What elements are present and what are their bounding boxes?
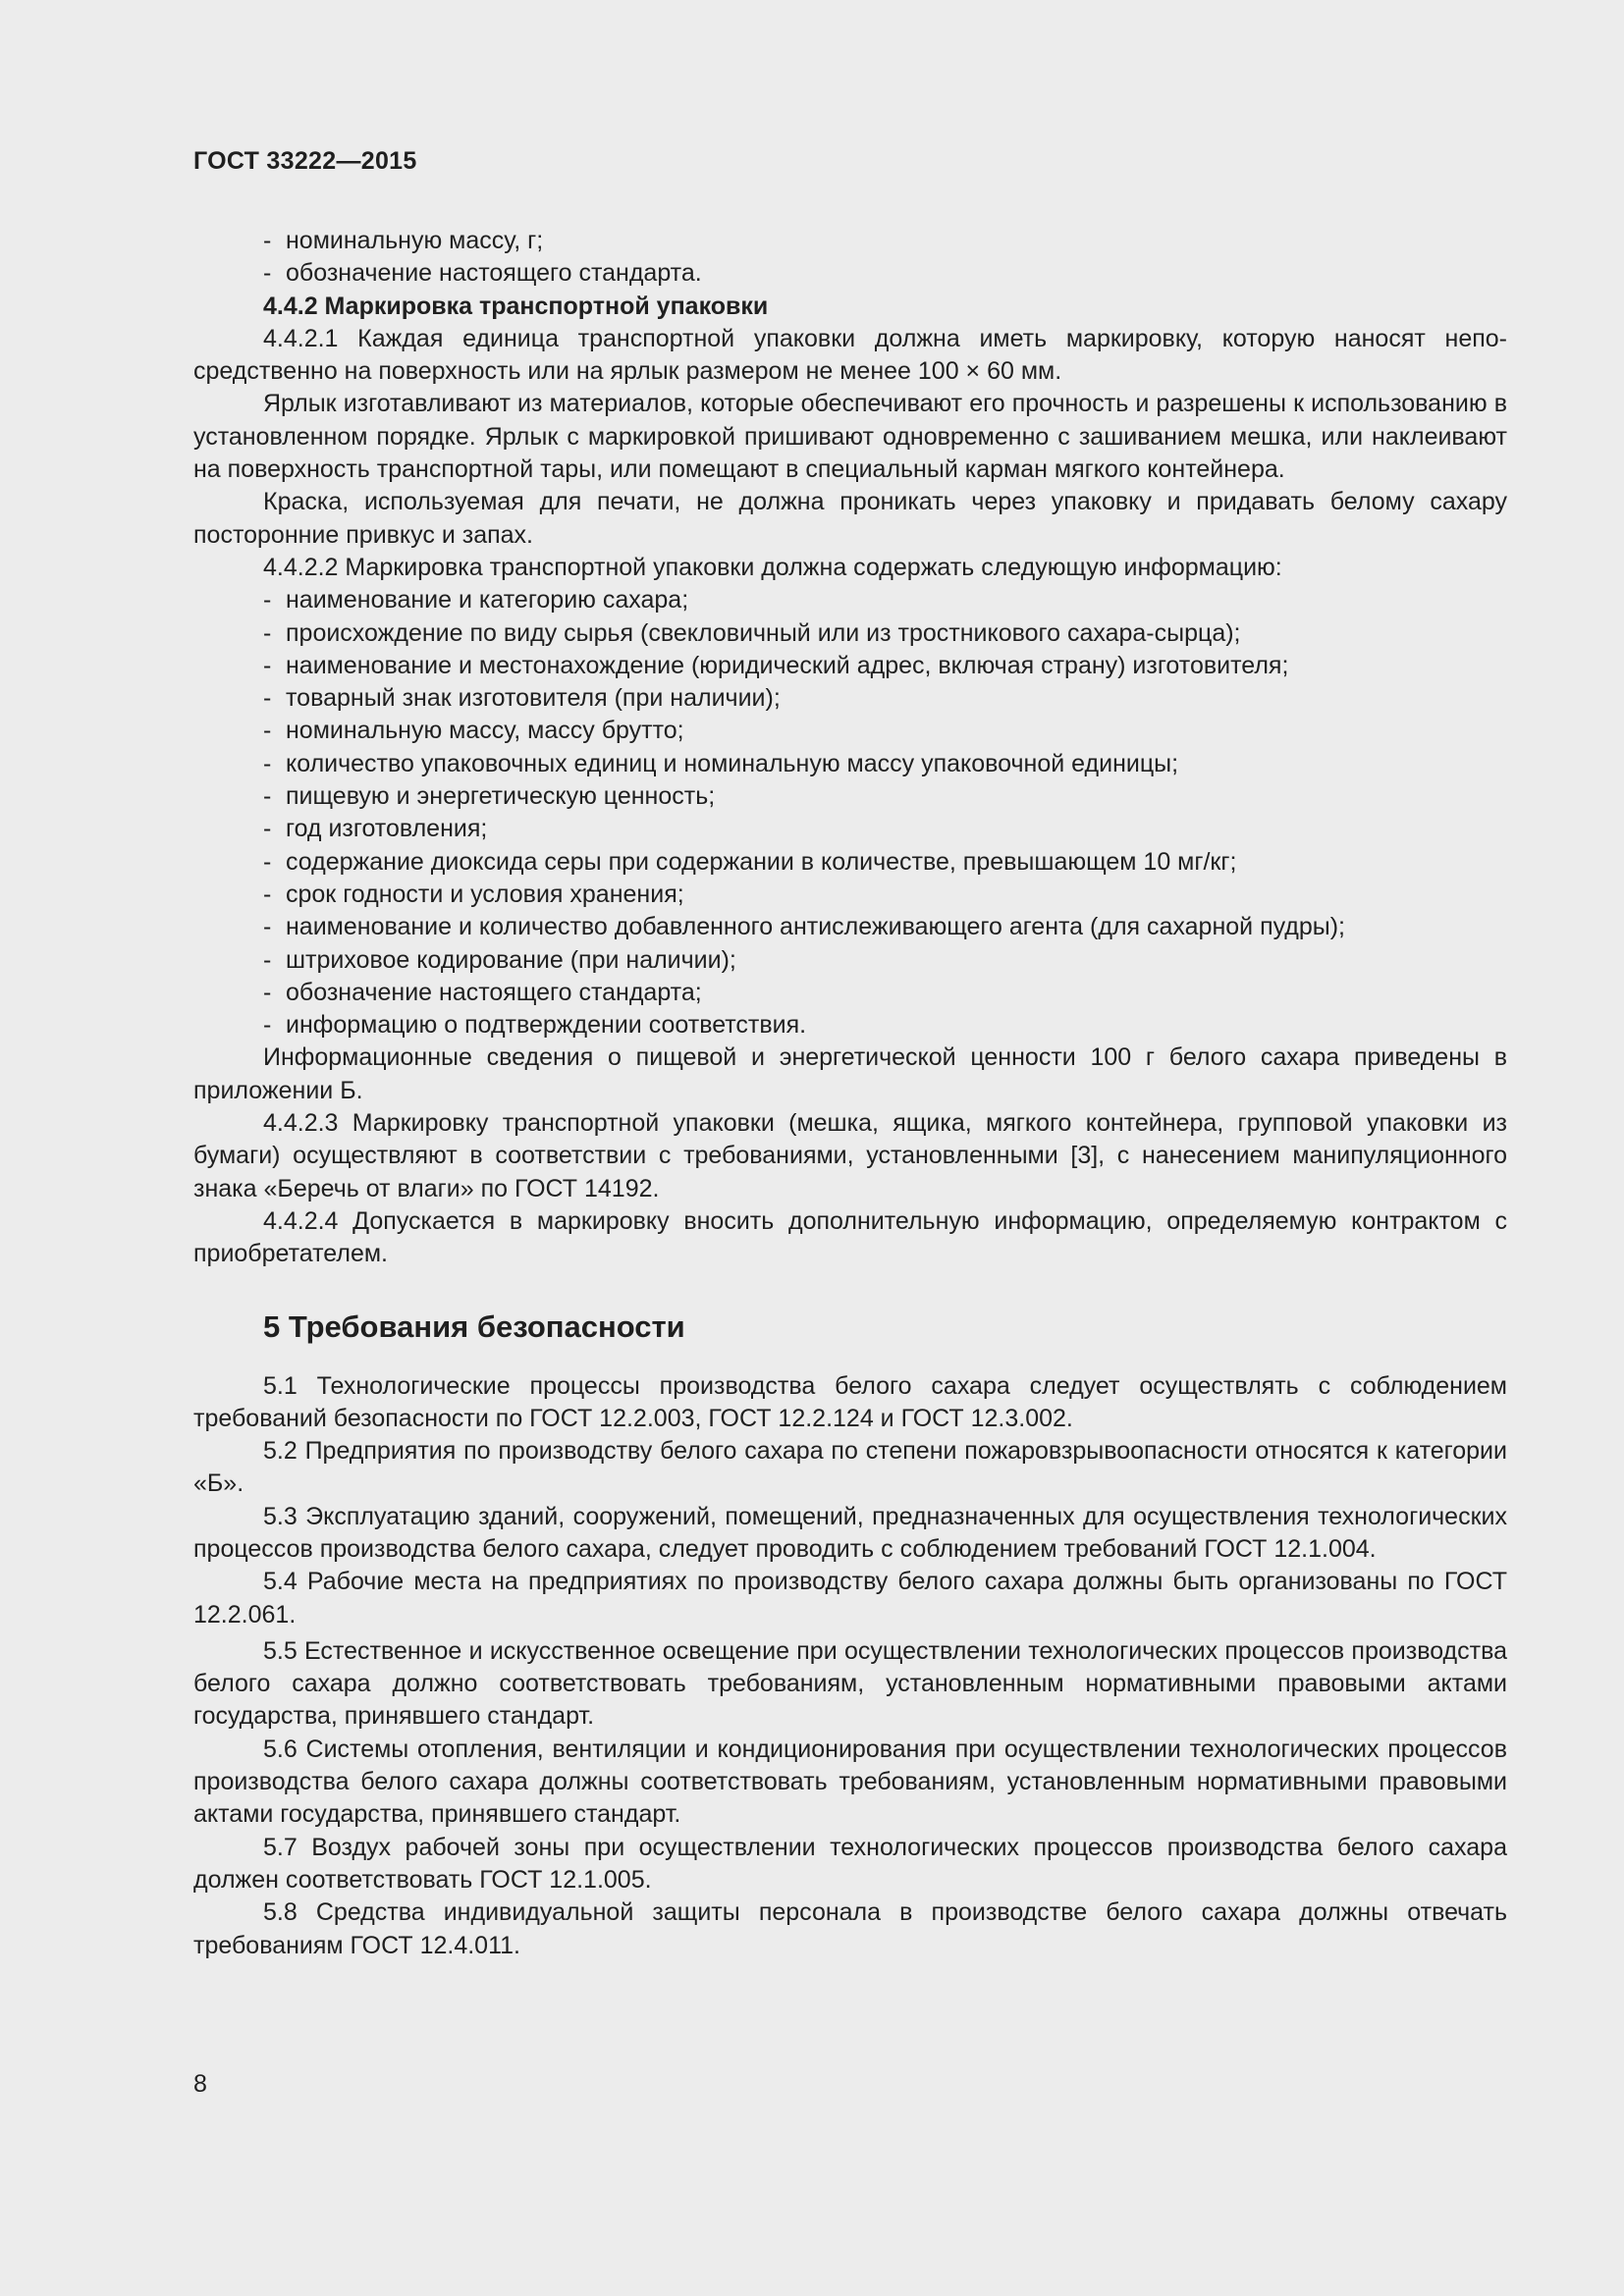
paragraph-5-3: 5.3 Эксплуатацию зданий, сооружений, помещений, предназначенных для осуществления технологических процессов производства белого сахара, следует проводить с соблюдением требований ГОСТ 12.1.004. [193, 1502, 1507, 1563]
list-item: - информацию о подтверждении соответствия. [193, 1009, 1507, 1041]
list-dash: - [263, 782, 272, 811]
list-dash: - [263, 847, 272, 876]
paragraph-5-1: 5.1 Технологические процессы производства белого сахара следует осуществлять с соблюдением требований безопасности по ГОСТ 12.2.003, ГОСТ 12.2.124 и ГОСТ 12.3.002. [193, 1371, 1507, 1432]
list-dash: - [263, 227, 272, 254]
paragraph-4-4-2-3: 4.4.2.3 Маркировку транспортной упаковки (мешка, ящика, мягкого контейнера, групповой упаковки из бумаги) осуществляют в соответствии с требованиями, установленными [3], с нанесением манипуляционного знака «Беречь от влаги» по ГОСТ 14192. [193, 1109, 1507, 1202]
list-item: - обозначение настоящего стандарта; [193, 977, 1507, 1009]
list-item: - товарный знак изготовителя (при наличии); [193, 682, 1507, 715]
list-item: - номинальную массу, массу брутто; [193, 715, 1507, 747]
paragraph-5-6: 5.6 Системы отопления, вентиляции и кондиционирования при осуществлении технологических процессов производства белого сахара должны соответствовать требованиям, установленным нормативными правовыми актами государства, принявшего стандарт. [193, 1735, 1507, 1829]
subsection-title-4-4-2: 4.4.2 Маркировка транспортной упаковки [263, 292, 769, 320]
list-dash: - [263, 945, 272, 974]
list-item: - обозначение настоящего стандарта. [193, 257, 1507, 290]
list-dash: - [263, 259, 272, 288]
list-dash: - [263, 815, 272, 843]
list-dash: - [263, 586, 272, 614]
list-item: - наименование и местонахождение (юридический адрес, включая страну) изготовителя; [193, 650, 1507, 682]
paragraph-5-7: 5.7 Воздух рабочей зоны при осуществлении технологических процессов производства белого сахара должен соответствовать ГОСТ 12.1.005. [193, 1833, 1507, 1894]
page-number: 8 [193, 2070, 207, 2098]
list-item: - штриховое кодирование (при наличии); [193, 944, 1507, 977]
list-dash: - [263, 978, 272, 1006]
list-dash: - [263, 880, 272, 908]
list-dash: - [263, 651, 272, 679]
list-item: - наименование и категорию сахара; [193, 584, 1507, 616]
paragraph-4-4-2-2: 4.4.2.2 Маркировка транспортной упаковки должна содержать следующую информацию: [263, 553, 1282, 581]
marking-info-list [193, 584, 1507, 1041]
list-dash: - [263, 618, 272, 647]
section-title-5: 5 Требования безопасности [263, 1308, 685, 1344]
document-code-header: ГОСТ 33222—2015 [193, 147, 417, 175]
paragraph-5-4: 5.4 Рабочие места на предприятиях по производству белого сахара должны быть организованы по ГОСТ 12.2.061. [193, 1568, 1507, 1629]
list-item: - происхождение по виду сырья (свекловичный или из тростникового сахара-сырца); [193, 617, 1507, 650]
list-item: - содержание диоксида серы при содержании в количестве, превышающем 10 мг/кг; [193, 846, 1507, 879]
paragraph-ink: Краска, используемая для печати, не должна проникать через упаковку и придавать белому сахару посторонние привкус и запах. [193, 488, 1507, 549]
list-item: - количество упаковочных единиц и номинальную массу упаковочной единицы; [193, 748, 1507, 780]
list-dash: - [263, 684, 272, 713]
list-dash: - [263, 717, 272, 745]
list-dash: - [263, 1011, 272, 1040]
document-body [193, 225, 1507, 1962]
paragraph-4-4-2-4: 4.4.2.4 Допускается в маркировку вносить дополнительную информацию, определяемую контрактом с приобретателем. [193, 1206, 1507, 1268]
paragraph-5-2: 5.2 Предприятия по производству белого сахара по степени пожаровзрывоопасности относятся к категории «Б». [193, 1437, 1507, 1498]
list-item: - наименование и количество добавленного антислеживающего агента (для сахарной пудры); [193, 911, 1507, 943]
list-dash: - [263, 913, 272, 941]
paragraph-label: Ярлык изготавливают из материалов, которые обеспечивают его прочность и разрешены к использованию в установленном порядке. Ярлык с маркировкой пришивают одновременно с зашиванием мешка, или наклеивают на поверхность транспортной тары, или помещают в специальный карман мягкого контейнера. [193, 390, 1507, 484]
paragraph-5-8: 5.8 Средства индивидуальной защиты персонала в производстве белого сахара должны отвечать требованиям ГОСТ 12.4.011. [193, 1898, 1507, 1959]
paragraph-info: Информационные сведения о пищевой и энергетической ценности 100 г белого сахара приведены в приложении Б. [193, 1043, 1507, 1104]
list-dash: - [263, 749, 272, 777]
list-item: - год изготовления; [193, 813, 1507, 845]
paragraph-5-5: 5.5 Естественное и искусственное освещение при осуществлении технологических процессов производства белого сахара должно соответствовать требованиям, установленным нормативными правовыми актами государства, принявшего стандарт. [193, 1636, 1507, 1731]
list-item: - номинальную массу, г; [193, 225, 1507, 257]
list-item: - срок годности и условия хранения; [193, 879, 1507, 911]
list-item: - пищевую и энергетическую ценность; [193, 780, 1507, 813]
paragraph-4-4-2-1: 4.4.2.1 Каждая единица транспортной упаковки должна иметь маркировку, которую наносят непосредственно на поверхность или на ярлык размером не менее 100 × 60 мм. [193, 324, 1507, 386]
